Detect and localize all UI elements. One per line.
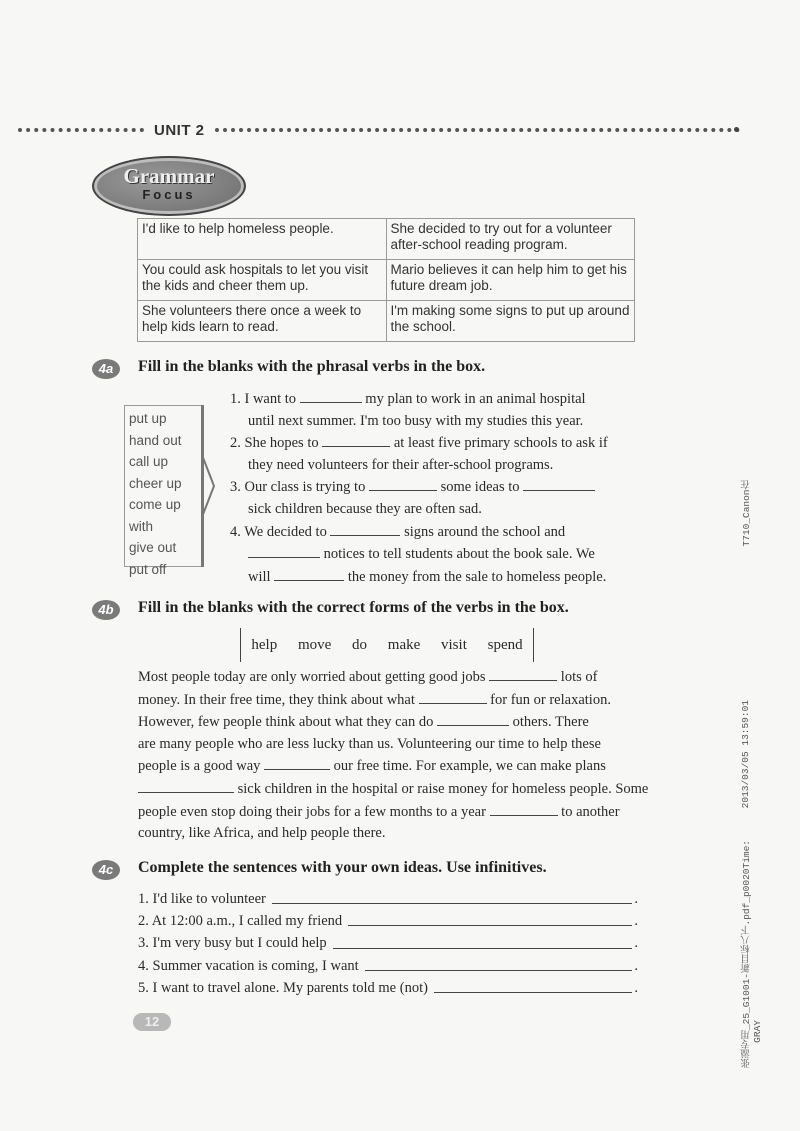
sentence-line: 1. I want to my plan to work in an animal hospital (230, 388, 640, 411)
sentence-line: 3. Our class is trying to some ideas to (230, 476, 640, 499)
answer-line[interactable] (434, 992, 632, 993)
exercise-4b-paragraph (138, 666, 649, 845)
unit-label: UNIT 2 (154, 121, 205, 139)
verb-item: spend (487, 636, 523, 653)
answer-line[interactable] (272, 903, 633, 904)
verb-item: help (251, 636, 278, 653)
paragraph-line: country, like Africa, and help people there. (138, 825, 386, 842)
sentence-line: they need volunteers for their after-school programs. (248, 456, 554, 473)
sentence-line: 2. She hopes to at least five primary schools to ask if (230, 432, 640, 455)
verb-item: do (352, 636, 368, 653)
answer-line[interactable] (333, 948, 633, 949)
table-cell: I'm making some signs to put up around the school. (386, 301, 635, 342)
answer-blank[interactable] (322, 432, 390, 447)
grammar-table (137, 218, 635, 342)
table-row (138, 301, 635, 342)
word-item: give out (129, 540, 177, 555)
page-number: 12 (133, 1013, 171, 1031)
list-item: 2. At 12:00 a.m., I called my friend . (138, 913, 638, 930)
paragraph-line: people even stop doing their jobs for a few months to a year to another (138, 801, 638, 824)
badge-subtitle: Focus (142, 187, 196, 202)
answer-line[interactable] (348, 925, 632, 926)
side-stamp-bottom: 张溢专用_25_G1001-新目标八下.pdf_p0020Time: (741, 840, 752, 1069)
side-stamp-middle: 2013/03/05 13:59:01 (740, 700, 751, 809)
sentence-line: 4. We decided to signs around the school and (230, 521, 640, 544)
word-item: put up (129, 411, 167, 426)
sentence-line: will the money from the sale to homeless people. (230, 566, 640, 589)
list-item: 5. I want to travel alone. My parents told me (not) . (138, 979, 638, 996)
answer-blank[interactable] (248, 543, 320, 558)
exercise-4a-icon: 4a (92, 359, 120, 379)
table-cell: Mario believes it can help him to get his future dream job. (386, 260, 635, 301)
paragraph-line: However, few people think about what they can do others. There (138, 711, 638, 734)
exercise-4b-title: Fill in the blanks with the correct forms of the verbs in the box. (138, 599, 569, 616)
answer-blank[interactable] (369, 476, 437, 491)
answer-blank[interactable] (523, 476, 595, 491)
side-stamp-gray: GRAY (752, 1020, 763, 1043)
table-cell: She decided to try out for a volunteer after-school reading program. (386, 219, 635, 260)
exercise-4c-icon: 4c (92, 860, 120, 880)
table-row (138, 260, 635, 301)
table-row (138, 219, 635, 260)
verb-item: make (387, 636, 421, 653)
grammar-focus-badge (92, 156, 246, 216)
table-cell: You could ask hospitals to let you visit the kids and cheer them up. (138, 260, 387, 301)
answer-blank[interactable] (489, 666, 557, 681)
answer-blank[interactable] (437, 711, 509, 726)
answer-blank[interactable] (300, 388, 362, 403)
sentence-line: until next summer. I'm too busy with my studies this year. (248, 412, 584, 429)
exercise-4a-sentences (230, 388, 640, 588)
word-item: cheer up (129, 475, 182, 491)
list-item: 3. I'm very busy but I could help . (138, 935, 638, 952)
dotted-rule-right (215, 128, 740, 132)
answer-blank[interactable] (138, 778, 234, 793)
word-item: hand out (129, 432, 182, 448)
list-item: 1. I'd like to volunteer . (138, 891, 638, 907)
answer-blank[interactable] (490, 801, 558, 816)
exercise-4a-title: Fill in the blanks with the phrasal verbs in the box. (138, 358, 486, 375)
side-stamp-top: T710_Canon在 (741, 480, 752, 547)
verb-item: move (297, 636, 332, 653)
exercise-4c-title: Complete the sentences with your own ideas. Use infinitives. (138, 859, 547, 876)
word-item: call up (129, 454, 169, 469)
unit-header (18, 118, 740, 142)
badge-title: Grammar (123, 164, 215, 188)
word-item: come up with (129, 497, 181, 534)
answer-blank[interactable] (264, 755, 330, 770)
paragraph-line: Most people today are only worried about getting good jobs lots of (138, 666, 638, 689)
list-item: 4. Summer vacation is coming, I want . (138, 957, 638, 974)
phrasal-verb-box (124, 405, 204, 577)
paragraph-line: sick children in the hospital or raise money for homeless people. Some (138, 778, 638, 801)
paragraph-line: money. In their free time, they think about what for fun or relaxation. (138, 689, 638, 712)
sentence-line: notices to tell students about the book sale. We (230, 543, 640, 566)
table-cell: I'd like to help homeless people. (138, 219, 387, 260)
answer-blank[interactable] (274, 566, 344, 581)
paragraph-line: are many people who are less lucky than us. Volunteering our time to help these (138, 735, 601, 752)
rule-end-dot (734, 127, 739, 132)
verb-box (240, 628, 534, 662)
answer-blank[interactable] (419, 689, 487, 704)
exercise-4b-icon: 4b (92, 600, 120, 620)
sentence-line: sick children because they are often sad. (248, 500, 482, 517)
paragraph-line: people is a good way our free time. For example, we can make plans (138, 755, 638, 778)
exercise-4c-list (138, 888, 638, 999)
dotted-rule-left (18, 128, 144, 132)
word-item: put off (129, 561, 167, 577)
box-arrow-icon (200, 405, 218, 567)
table-cell: She volunteers there once a week to help kids learn to read. (138, 301, 387, 342)
answer-line[interactable] (365, 970, 633, 971)
verb-item: visit (441, 636, 467, 653)
answer-blank[interactable] (330, 521, 400, 536)
